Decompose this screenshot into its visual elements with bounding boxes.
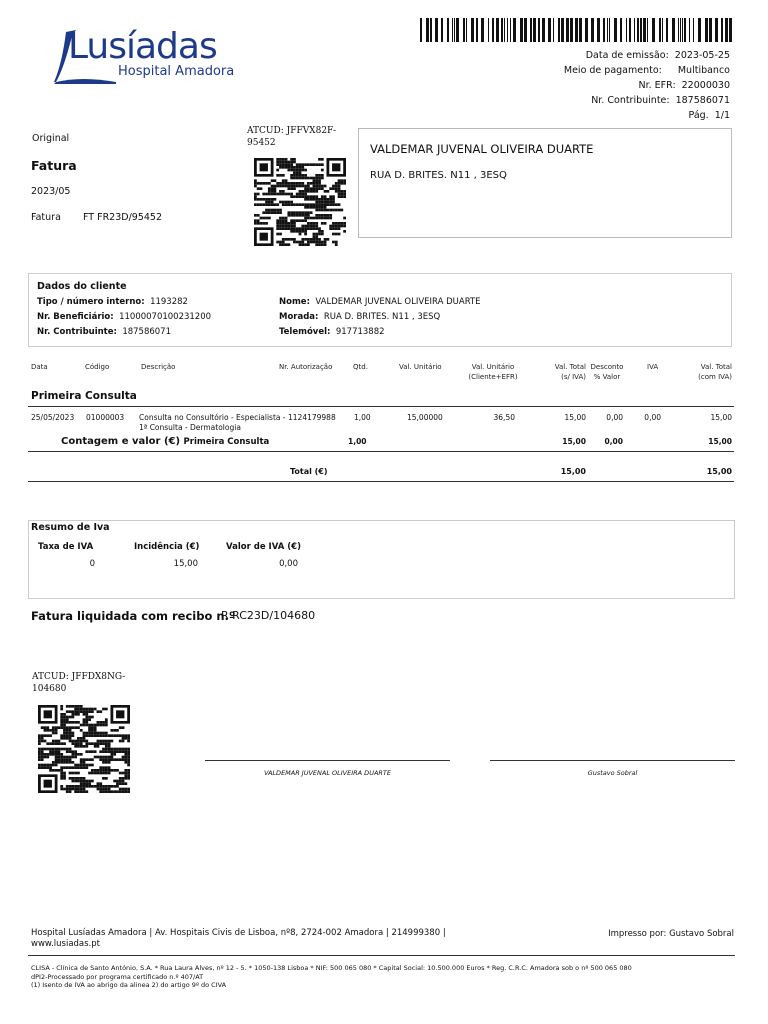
printed-by: Impresso por: Gustavo Sobral [608, 929, 734, 939]
staff-signature-name: Gustavo Sobral [587, 769, 638, 777]
col-total-no-vat: Val. Total (s/ IVA) [554, 363, 586, 381]
brand-subtitle: Hospital Amadora [118, 64, 235, 79]
total-label: Total (€) [290, 467, 328, 476]
col-unit-value-client: Val. Unitário (Cliente+EFR) [468, 363, 518, 381]
total-with-vat: 15,00 [706, 467, 732, 476]
subtotal-qty: 1,00 [348, 437, 367, 446]
taxpayer-label: Nr. Contribuinte: [591, 95, 670, 106]
row-code: 01000003 [86, 413, 125, 422]
row-description: Consulta no Consultório - Especialista - 1ª Consulta - Dermatologia [139, 413, 286, 432]
subtotal-total-vat: 15,00 [708, 437, 732, 446]
row-total-vat: 15,00 [710, 413, 732, 422]
footer-address: Hospital Lusíadas Amadora | Av. Hospitais Civis de Lisboa, nº8, 2724-002 Amadora | 214999380 | www.lusiadas.pt [31, 928, 451, 950]
row-date: 25/05/2023 [31, 413, 75, 422]
col-authorization: Nr. Autorização [279, 363, 333, 371]
client-beneficiary: Nr. Beneficiário: 11000070100231200 [37, 312, 212, 322]
document-meta [430, 48, 730, 123]
client-signature-name: VALDEMAR JUVENAL OLIVEIRA DUARTE [263, 769, 391, 777]
client-data-title: Dados do cliente [37, 281, 127, 292]
total-rule [28, 481, 734, 482]
row-unit-value-client: 36,50 [493, 413, 515, 422]
footer-legal: CLISA - Clínica de Santo António, S.A. * Rua Laura Alves, nº 12 - 5. * 1050-138 Lisboa * NIF: 500 065 080 * Capital Social: 10.500.000 Euros * Reg. C.R.C. Amadora sob o nº 500 065 080 dPI2-Processado por programa certificado n.º 407/AT (1) Isento de IVA ao abrigo da alinea 2) do artigo 9º do CIVA [31, 964, 632, 989]
receipt-qr-code [38, 705, 130, 793]
recipient-name: VALDEMAR JUVENAL OLIVEIRA DUARTE [370, 142, 594, 156]
subtotal-label: Contagem e valor (€) Primeira Consulta [61, 436, 270, 447]
vat-rate-header: Taxa de IVA [38, 542, 94, 552]
row-discount: 0,00 [606, 413, 623, 422]
document-copy: Original [32, 133, 70, 144]
vat-base: 15,00 [173, 559, 198, 569]
col-code: Código [85, 363, 110, 371]
client-mobile: Telemóvel: 917713882 [279, 327, 385, 337]
col-discount: Desconto % Valor [590, 363, 624, 381]
staff-signature-line [490, 760, 735, 761]
payment-method: Multibanco [677, 65, 730, 76]
page-label: Pág. [688, 110, 709, 121]
client-address: Morada: RUA D. BRITES. N11 , 3ESQ [279, 312, 441, 322]
page-number: 1/1 [714, 110, 730, 121]
vat-summary-box [28, 520, 735, 599]
brand-name: Lusíadas [68, 26, 217, 67]
recipient-street: RUA D. BRITES. N11 , 3ESQ [370, 170, 507, 181]
document-type: Fatura [31, 158, 77, 173]
row-vat: 0,00 [644, 413, 661, 422]
vat-base-header: Incidência (€) [134, 542, 200, 552]
subtotal-discount: 0,00 [604, 437, 623, 446]
subtotal-rule [28, 451, 734, 452]
client-signature-line [205, 760, 450, 761]
client-taxpayer: Nr. Contribuinte: 187586071 [37, 327, 171, 337]
issue-date-label: Data de emissão: [585, 50, 669, 61]
barcode [420, 18, 732, 42]
col-description: Descrição [141, 363, 176, 371]
total-no-vat: 15,00 [560, 467, 586, 476]
taxpayer-number: 187586071 [675, 95, 730, 106]
subtotal-total-no-vat: 15,00 [562, 437, 586, 446]
document-period: 2023/05 [31, 186, 71, 197]
row-total-no-vat: 15,00 [564, 413, 586, 422]
row-authorization: 1124179988 [288, 413, 336, 422]
col-total-vat: Val. Total (com IVA) [698, 363, 732, 381]
settlement-label: Fatura liquidada com recibo n.º [31, 609, 236, 623]
document-ref-label: Fatura [31, 212, 61, 223]
issue-date: 2023-05-25 [674, 50, 730, 61]
document-ref: FT FR23D/95452 [83, 212, 163, 223]
table-rule [28, 406, 734, 407]
footer-rule [28, 955, 735, 956]
invoice-atcud: ATCUD: JFFVX82F-95452 [247, 126, 336, 148]
footer-website[interactable]: www.lusiadas.pt [31, 939, 100, 949]
row-qty: 1,00 [354, 413, 371, 422]
efr-number: 22000030 [681, 80, 730, 91]
col-unit-value: Val. Unitário [399, 363, 442, 371]
invoice-qr-code [254, 158, 346, 246]
col-vat: IVA [647, 363, 659, 371]
vat-summary-title: Resumo de Iva [31, 522, 110, 533]
vat-value-header: Valor de IVA (€) [226, 542, 301, 552]
col-qty: Qtd. [353, 363, 368, 371]
receipt-atcud: ATCUD: JFFDX8NG-104680 [32, 672, 126, 694]
vat-value: 0,00 [279, 559, 298, 569]
efr-label: Nr. EFR: [638, 80, 676, 91]
row-unit-value: 15,00000 [407, 413, 443, 422]
client-type: Tipo / número interno: 1193282 [37, 297, 188, 307]
col-date: Data [31, 363, 48, 371]
vat-rate: 0 [89, 559, 95, 569]
client-name: Nome: VALDEMAR JUVENAL OLIVEIRA DUARTE [279, 297, 481, 307]
payment-label: Meio de pagamento: [563, 65, 662, 76]
settlement-receipt: R RC23D/104680 [221, 609, 316, 622]
section-title: Primeira Consulta [31, 390, 137, 402]
